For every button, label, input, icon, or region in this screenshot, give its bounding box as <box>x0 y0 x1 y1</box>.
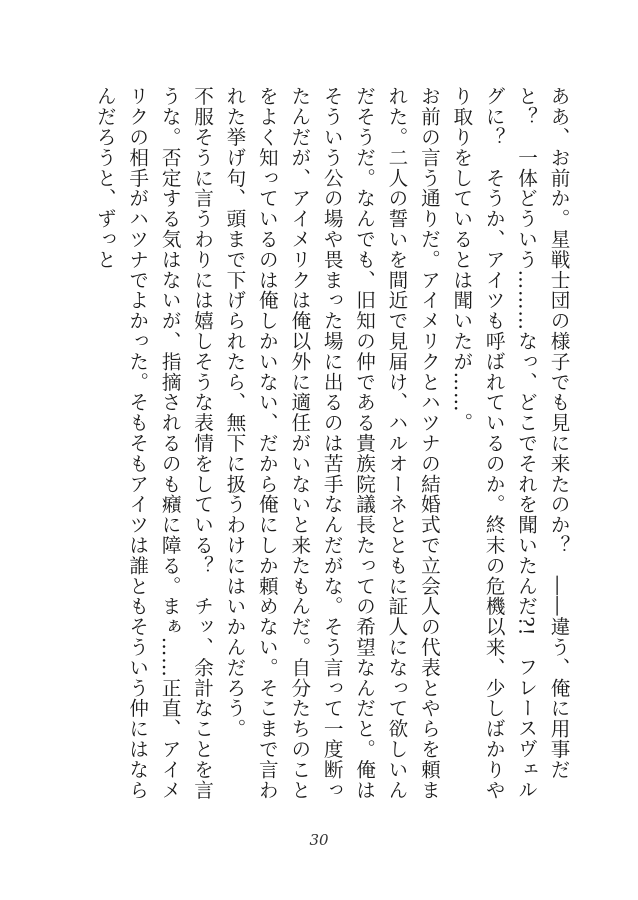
paragraph-2: お前の言う通りだ。アイメリクとハツナの結婚式で立会人の代表とやらを頼まれた。二人の誓いを間近で見届け、ハルオーネとともに証人になって欲しいんだそうだ。なんでも、旧知の仲である貴族院議長たっての希望なんだと。俺はそういう公の場や畏まった場に出るのは苦手なんだがな。そう言って一度断ったんだが、アイメリクは俺以外に適任がいないと来たもんだ。自分たちのことをよく知っているのは俺しかいない、だから俺にしか頼めない。そこまで言われた挙げ句、頭まで下げられたら、無下に扱うわけにはいかんだろう。 <box>222 86 441 800</box>
paragraph-3: 不服そうに言うわりには嬉しそうな表情をしている？ チッ、余計なことを言うな。否定する気はないが、指摘されるのも癪に障る。まぁ……正直、アイメリクの相手がハツナでよかった。そもそもアイツは誰ともそういう仲にはならんだろうと、ずっと <box>93 86 214 800</box>
paragraph-1: ああ、お前か。星戦士団の様子でも見に来たのか？ ――違う、俺に用事だと？ 一体どういう………なっ、どこでそれを聞いたんだ?! フレースヴェルグに？ そうか、アイツも呼ばれているのか。終末の危機以来、少しばかりやり取りをしているとは聞いたが……。 <box>449 86 570 800</box>
page-number: 30 <box>309 831 329 849</box>
vertical-text-body <box>88 86 574 806</box>
